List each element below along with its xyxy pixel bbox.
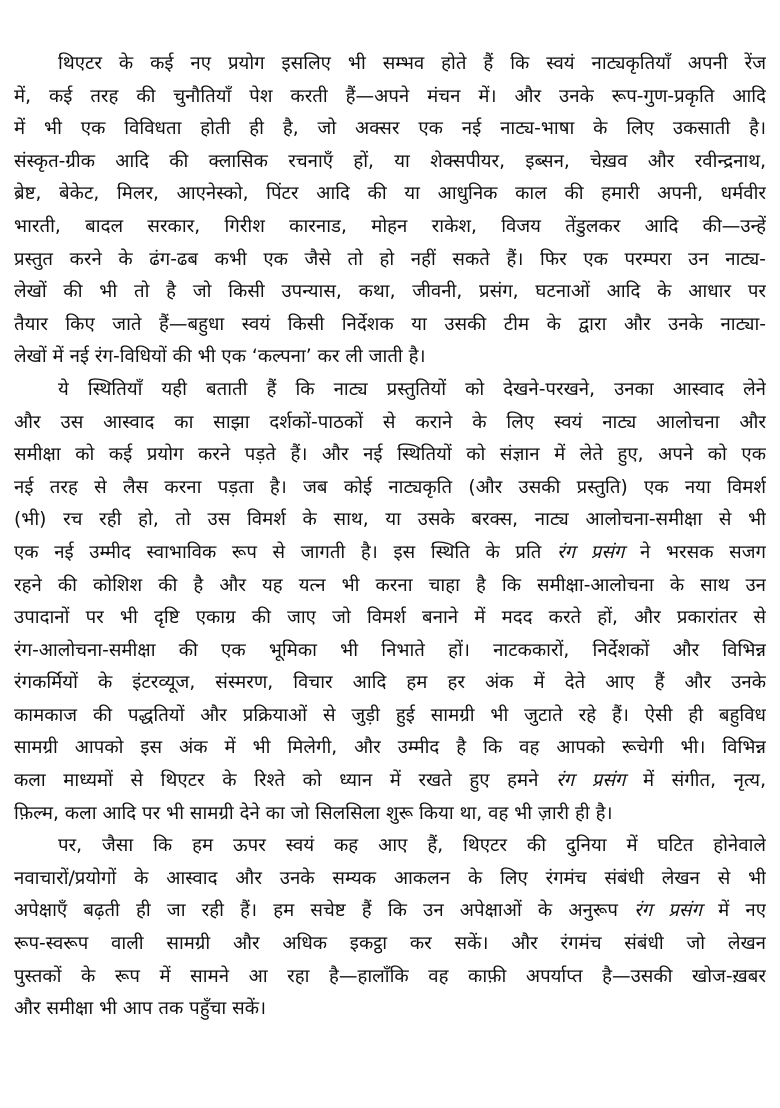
- text-line: [14, 537, 766, 570]
- text-line: [14, 472, 766, 505]
- body-text: [14, 48, 766, 1026]
- text-line: [14, 309, 766, 342]
- text-segment: प्रस्तुत करने के ढंग-ढब कभी एक जैसे तो हो नहीं सकते हैं। फिर एक परम्परा उन नाट्य-: [14, 248, 766, 270]
- text-segment: उपादानों पर भी दृष्टि एकाग्र की जाए जो विमर्श बनाने में मदद करते हों, और प्रकारांतर से: [14, 607, 766, 629]
- text-line: [14, 146, 766, 179]
- paragraph-2: [14, 374, 766, 830]
- text-segment: कला माध्यमों से थिएटर के रिश्ते को ध्यान में रखते हुए हमने: [14, 770, 557, 792]
- text-segment: तैयार किए जाते हैं—बहुधा स्वयं किसी निर्देशक या उसकी टीम के द्वारा और उनके नाट्या-: [14, 313, 766, 335]
- text-line: [14, 407, 766, 440]
- paragraph-3: [14, 830, 766, 1026]
- text-segment: समीक्षा को कई प्रयोग करने पड़ते हैं। और नई स्थितियों को संज्ञान में लेते हुए, अपने को एक: [14, 444, 766, 466]
- text-segment: नवाचारों/प्रयोगों के आस्वाद और उनके सम्यक आकलन के लिए रंगमंच संबंधी लेखन से भी: [14, 867, 766, 889]
- text-segment: ने भरसक सजग: [624, 541, 766, 563]
- magazine-title: रंग प्रसंग: [557, 541, 625, 563]
- text-segment: और समीक्षा भी आप तक पहुँचा सकें।: [14, 998, 267, 1020]
- text-line: [14, 765, 766, 798]
- text-line: [14, 113, 766, 146]
- paragraph-1: [14, 48, 766, 374]
- text-segment: में नए: [701, 900, 766, 922]
- text-segment: रंगकर्मियों के इंटरव्यूज, संस्मरण, विचार आदि हम हर अंक में देते आए हैं और उनके: [14, 672, 766, 694]
- magazine-title: रंग प्रसंग: [634, 900, 702, 922]
- text-line: [14, 570, 766, 603]
- text-segment: पुस्तकों के रूप में सामने आ रहा है—हालाँकि वह काफ़ी अपर्याप्त है—उसकी खोज-ख़बर: [14, 965, 766, 987]
- text-segment: एक नई उम्मीद स्वाभाविक रूप से जागती है। इस स्थिति के प्रति: [14, 541, 558, 563]
- text-segment: (भी) रच रही हो, तो उस विमर्श के साथ, या उसके बरक्स, नाट्य आलोचना-समीक्षा से भी: [14, 509, 766, 531]
- text-line: [14, 895, 766, 928]
- text-segment: फ़िल्म, कला आदि पर भी सामग्री देने का जो सिलसिला शुरू किया था, वह भी ज़ारी ही है।: [14, 802, 613, 824]
- text-line: [14, 341, 766, 374]
- text-segment: रूप-स्वरूप वाली सामग्री और अधिक इकट्ठा कर सकें। और रंगमंच संबंधी जो लेखन: [14, 933, 766, 955]
- text-line: [14, 700, 766, 733]
- text-segment: कामकाज की पद्धतियों और प्रक्रियाओं से जुड़ी हुई सामग्री भी जुटाते रहे हैं। ऐसी ही बहुविध: [14, 704, 766, 726]
- text-segment: में भी एक विविधता होती ही है, जो अक्सर एक नई नाट्य-भाषा के लिए उकसाती है।: [14, 118, 766, 140]
- text-segment: ब्रेष्ट, बेकेट, मिलर, आएनेस्को, पिंटर आदि की या आधुनिक काल की हमारी अपनी, धर्मवीर: [14, 183, 766, 205]
- text-line: [14, 993, 766, 1026]
- text-line: [14, 244, 766, 277]
- text-line: [14, 732, 766, 765]
- text-line: [14, 667, 766, 700]
- text-line: [14, 798, 766, 831]
- text-line: [14, 863, 766, 896]
- text-segment: संस्कृत-ग्रीक आदि की क्लासिक रचनाएँ हों, या शेक्सपीयर, इब्सन, चेख़व और रवीन्द्रनाथ,: [14, 150, 766, 172]
- text-segment: में संगीत, नृत्य,: [625, 770, 766, 792]
- text-line: [14, 830, 766, 863]
- magazine-title: रंग प्रसंग: [556, 770, 626, 792]
- text-line: [14, 48, 766, 81]
- text-segment: लेखों की भी तो है जो किसी उपन्यास, कथा, जीवनी, प्रसंग, घटनाओं आदि के आधार पर: [14, 281, 766, 303]
- text-line: [14, 635, 766, 668]
- text-segment: सामग्री आपको इस अंक में भी मिलेगी, और उम्मीद है कि वह आपको रूचेगी भी। विभिन्न: [14, 737, 766, 759]
- text-line: [14, 504, 766, 537]
- text-segment: और उस आस्वाद का साझा दर्शकों-पाठकों से कराने के लिए स्वयं नाट्य आलोचना और: [14, 411, 766, 433]
- text-line: [14, 961, 766, 994]
- text-line: [14, 178, 766, 211]
- text-segment: ये स्थितियाँ यही बताती हैं कि नाट्य प्रस्तुतियों को देखने-परखने, उनका आस्वाद लेने: [58, 378, 766, 400]
- text-line: [14, 602, 766, 635]
- text-line: [14, 276, 766, 309]
- text-segment: पर, जैसा कि हम ऊपर स्वयं कह आए हैं, थिएटर की दुनिया में घटित होनेवाले: [58, 835, 766, 857]
- text-segment: रंग-आलोचना-समीक्षा की एक भूमिका भी निभाते हों। नाटककारों, निर्देशकों और विभिन्न: [14, 639, 766, 661]
- text-segment: भारती, बादल सरकार, गिरीश कारनाड, मोहन राकेश, विजय तेंडुलकर आदि की—उन्हें: [14, 215, 766, 237]
- text-segment: नई तरह से लैस करना पड़ता है। जब कोई नाट्यकृति (और उसकी प्रस्तुति) एक नया विमर्श: [14, 476, 766, 498]
- text-line: [14, 81, 766, 114]
- text-line: [14, 439, 766, 472]
- text-segment: में, कई तरह की चुनौतियाँ पेश करती हैं—अपने मंचन में। और उनके रूप-गुण-प्रकृति आदि: [14, 85, 766, 107]
- text-segment: थिएटर के कई नए प्रयोग इसलिए भी सम्भव होते हैं कि स्वयं नाट्यकृतियाँ अपनी रेंज: [58, 53, 766, 74]
- text-line: [14, 928, 766, 961]
- text-line: [14, 211, 766, 244]
- text-segment: लेखों में नई रंग-विधियों की भी एक ‘कल्पना’ कर ली जाती है।: [14, 346, 426, 368]
- text-segment: रहने की कोशिश की है और यह यत्न भी करना चाहा है कि समीक्षा-आलोचना के साथ उन: [14, 574, 766, 596]
- text-line: [14, 374, 766, 407]
- text-segment: अपेक्षाएँ बढ़ती ही जा रही हैं। हम सचेष्ट हैं कि उन अपेक्षाओं के अनुरूप: [14, 900, 635, 922]
